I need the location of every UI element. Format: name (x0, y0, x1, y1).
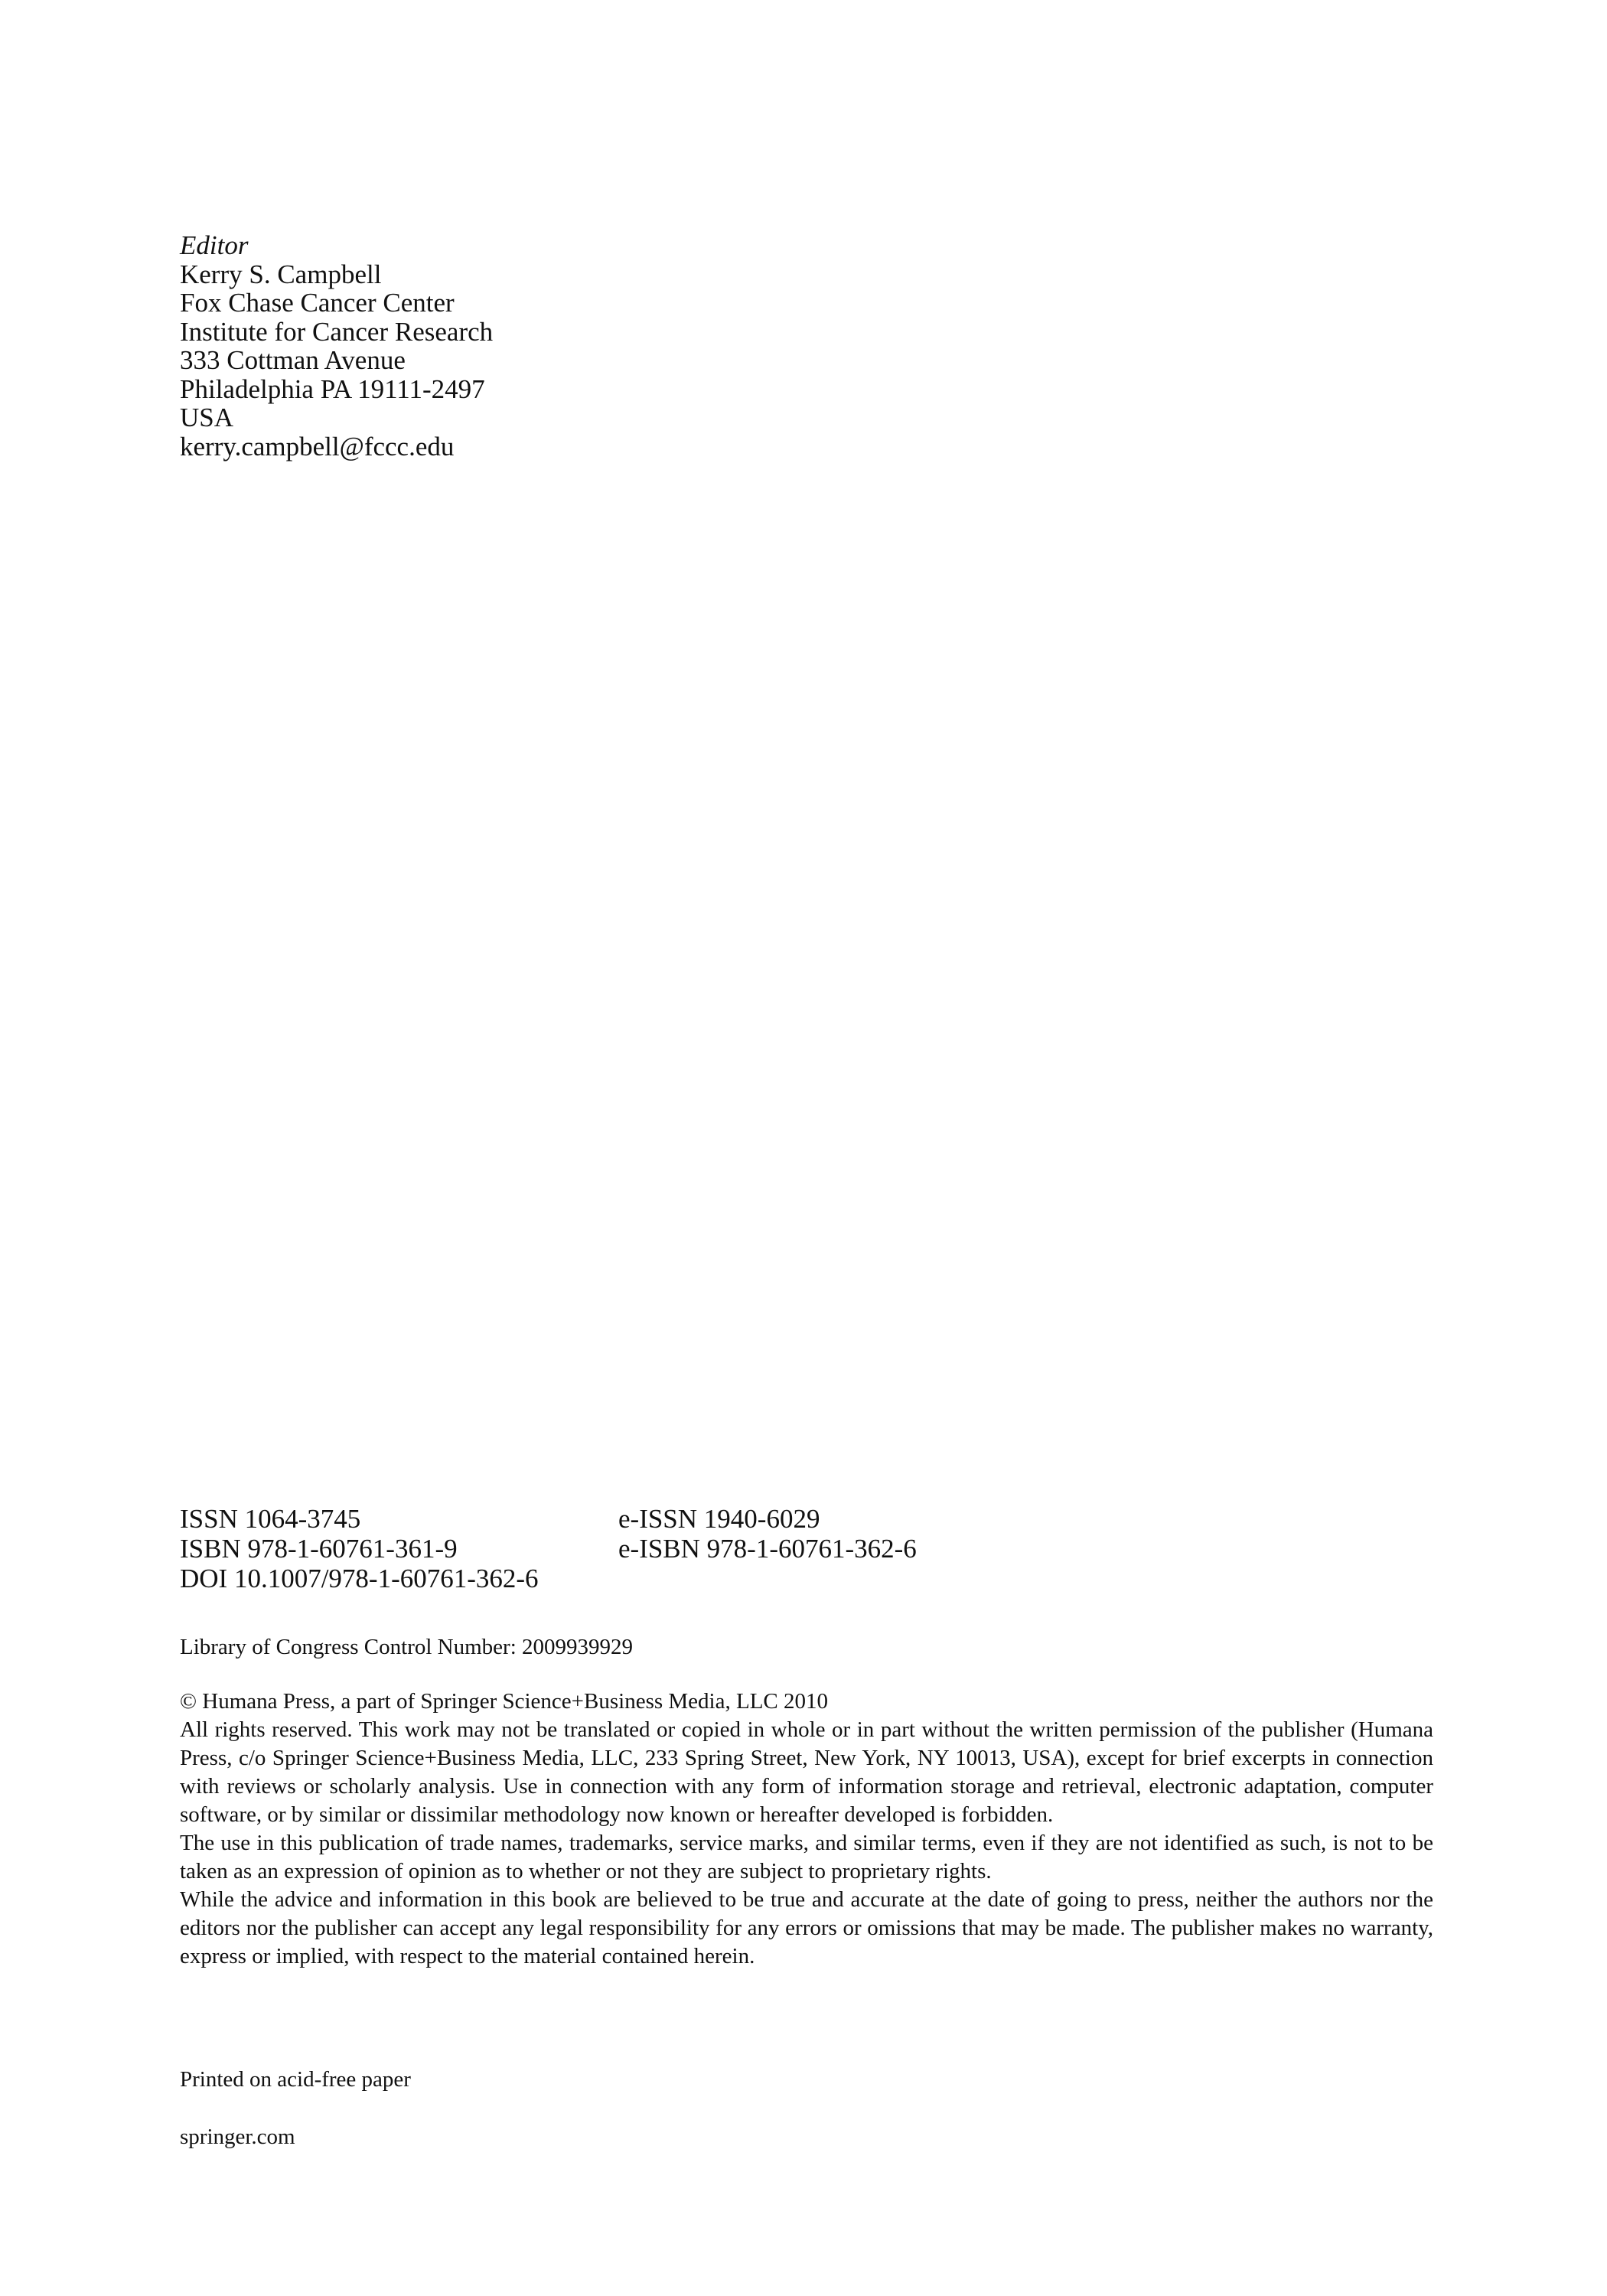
editor-email[interactable]: kerry.campbell@fccc.edu (180, 431, 455, 461)
rights-paragraph: All rights reserved. This work may not be translated or copied in whole or in part without the written permission of the publisher (Humana Press, c/o Springer Science+Business Media, LLC, 233 Spring Street, New York, NY 10013, USA), except for brief excerpts in connection with reviews or scholarly analysis. Use in connection with any form of information storage and retrieval, electronic adaptation, computer software, or by similar or dissimilar methodology now known or hereafter developed is forbidden. (180, 1717, 1433, 1827)
issn: ISSN 1064-3745 (180, 1504, 361, 1534)
editor-affiliation-2: Institute for Cancer Research (180, 316, 494, 347)
editor-country: USA (180, 403, 234, 432)
isbn: ISBN 978-1-60761-361-9 (180, 1534, 458, 1564)
editor-name: Kerry S. Campbell (180, 259, 382, 289)
disclaimer-paragraph: While the advice and information in this book are believed to be true and accurate at the date of going to press, neither the authors nor the editors nor the publisher can accept any legal responsibility for any errors or omissions that may be made. The publisher makes no warranty, express or implied, with respect to the material contained herein. (180, 1887, 1433, 1968)
editor-block (180, 231, 869, 461)
editor-street: 333 Cottman Avenue (180, 345, 406, 375)
editor-affiliation-1: Fox Chase Cancer Center (180, 288, 455, 318)
editor-city: Philadelphia PA 19111-2497 (180, 373, 485, 404)
copyright-notice: © Humana Press, a part of Springer Science+Business Media, LLC 2010 (180, 1689, 829, 1714)
eissn: e-ISSN 1940-6029 (618, 1504, 820, 1534)
eisbn: e-ISBN 978-1-60761-362-6 (618, 1534, 917, 1564)
isbn-row (180, 1534, 1328, 1564)
legal-block (180, 1688, 1433, 1971)
doi-row (180, 1564, 1328, 1593)
website-link[interactable]: springer.com (180, 2125, 295, 2149)
lccn: Library of Congress Control Number: 2009939929 (180, 1635, 634, 1659)
printed-note: Printed on acid-free paper (180, 2067, 411, 2092)
issn-row (180, 1504, 1328, 1534)
trademarks-paragraph: The use in this publication of trade names, trademarks, service marks, and similar terms, even if they are not identified as such, is not to be taken as an expression of opinion as to whether or not they are subject to proprietary rights. (180, 1831, 1433, 1883)
identifier-block (180, 1504, 1328, 1593)
doi: DOI 10.1007/978-1-60761-362-6 (180, 1564, 539, 1593)
editor-label: Editor (180, 230, 249, 260)
